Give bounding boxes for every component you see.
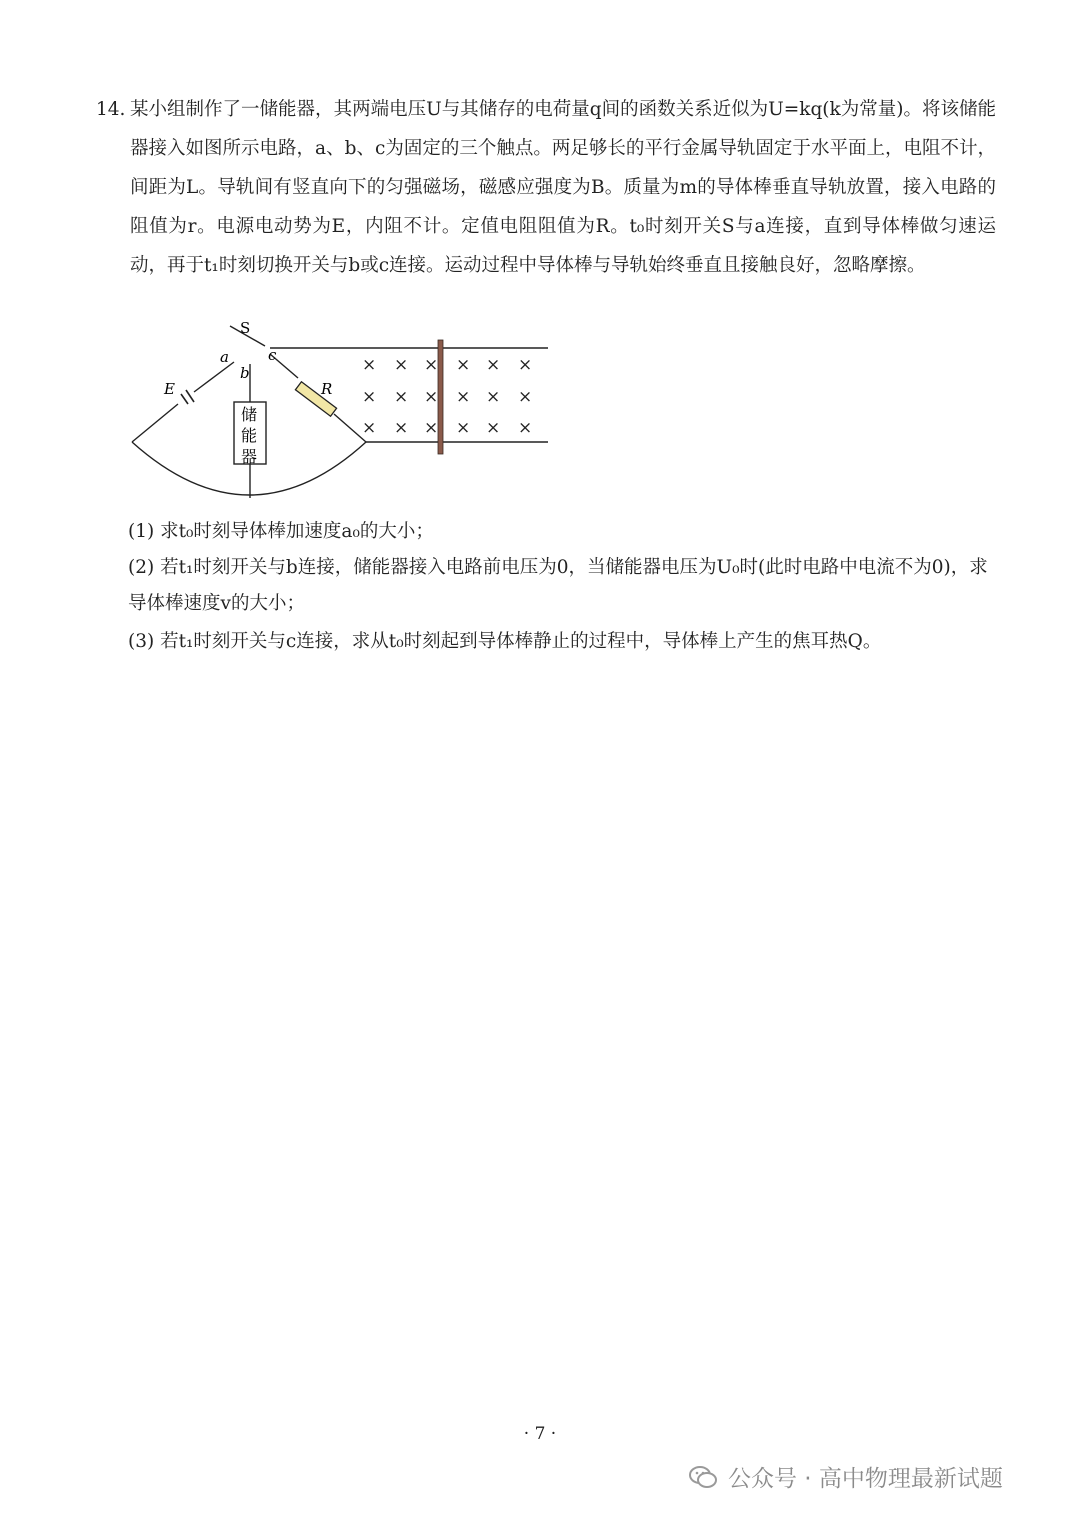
circuit-diagram — [128, 318, 553, 503]
switch-label: S — [240, 319, 251, 337]
watermark — [688, 1460, 1003, 1493]
problem-number: 14. — [96, 99, 126, 120]
field-mark: × — [456, 355, 471, 375]
battery-label: E — [164, 380, 175, 398]
field-mark: × — [518, 387, 533, 407]
resistor-label: R — [321, 380, 333, 398]
contact-b-label: b — [240, 364, 250, 382]
field-mark: × — [394, 355, 409, 375]
field-mark: × — [424, 387, 439, 407]
field-mark: × — [424, 418, 439, 438]
field-mark: × — [518, 355, 533, 375]
problem-14 — [96, 90, 996, 285]
storage-label-3: 器 — [241, 447, 258, 466]
field-mark: × — [486, 418, 501, 438]
battery-plate-long — [186, 390, 194, 402]
question-1: (1) 求t₀时刻导体棒加速度a₀的大小； — [128, 521, 434, 542]
field-mark: × — [394, 387, 409, 407]
field-mark: × — [486, 355, 501, 375]
storage-label-1: 储 — [241, 405, 258, 424]
field-mark: × — [362, 355, 377, 375]
question-3: (3) 若t₁时刻开关与c连接，求从t₀时刻起到导体棒静止的过程中，导体棒上产生的焦耳热Q。 — [128, 631, 882, 652]
contact-c-label: c — [268, 346, 277, 364]
question-2: (2) 若t₁时刻开关与b连接，储能器接入电路前电压为0，当储能器电压为U₀时(此时电路中电流不为0)，求导体棒速度v的大小； — [128, 557, 988, 614]
field-mark: × — [486, 387, 501, 407]
field-mark: × — [456, 387, 471, 407]
field-mark: × — [362, 387, 377, 407]
battery-plate-short — [181, 394, 188, 404]
field-mark: × — [424, 355, 439, 375]
problem-stem: 某小组制作了一储能器，其两端电压U与其储存的电荷量q间的函数关系近似为U=kq(k为常量)。将该储能器接入如图所示电路，a、b、c为固定的三个触点。两足够长的平行金属导轨固定于水平面上，电阻不计，间距为L。导轨间有竖直向下的匀强磁场，磁感应强度为B。质量为m的导体棒垂直导轨放置，接入电路的阻值为r。电源电动势为E，内阻不计。定值电阻阻值为R。t₀时刻开关S与a连接，直到导体棒做匀速运动，再于t₁时刻切换开关与b或c连接。运动过程中导体棒与导轨始终垂直且接触良好，忽略摩擦。 — [130, 99, 996, 276]
wechat-icon — [688, 1462, 718, 1492]
field-mark: × — [394, 418, 409, 438]
magnetic-field-marks — [362, 355, 532, 438]
page-number: · 7 · — [523, 1424, 557, 1444]
contact-a-label: a — [220, 348, 229, 366]
field-mark: × — [362, 418, 377, 438]
field-mark: × — [518, 418, 533, 438]
storage-label-2: 能 — [241, 426, 258, 445]
field-mark: × — [456, 418, 471, 438]
watermark-text: 公众号 · 高中物理最新试题 — [728, 1466, 1003, 1492]
conductor-rod — [438, 340, 443, 454]
